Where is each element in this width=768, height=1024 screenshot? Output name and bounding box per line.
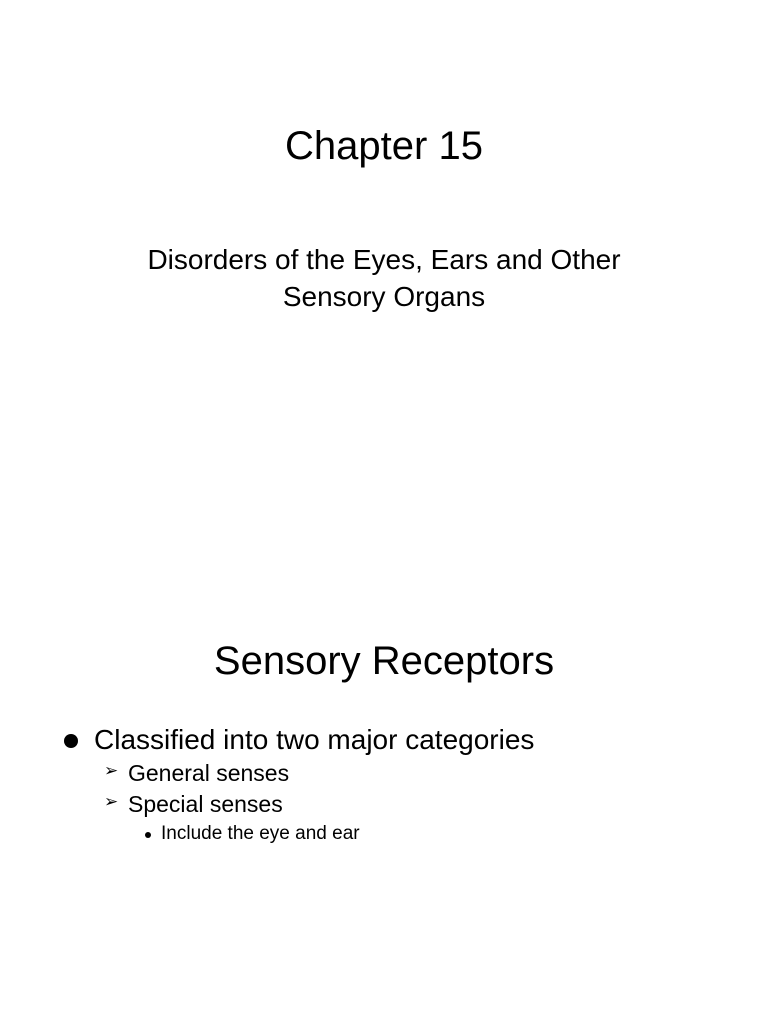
bullet-dot-icon <box>64 734 78 748</box>
sub-bullet-text: Special senses <box>128 791 283 817</box>
sub-bullet-item <box>0 758 768 789</box>
sub-bullet-item <box>0 789 768 820</box>
small-bullet-dot-icon <box>145 832 151 838</box>
bullet-list <box>0 722 768 848</box>
sub-sub-bullet-item <box>0 820 768 848</box>
chapter-title: Chapter 15 <box>285 124 483 168</box>
chapter-subtitle <box>84 241 684 315</box>
arrow-bullet-icon: ➢ <box>104 761 119 780</box>
subtitle-line-2: Sensory Organs <box>282 281 486 312</box>
subtitle-line-1: Disorders of the Eyes, Ears and Other <box>147 244 621 275</box>
bullet-item <box>0 722 768 758</box>
slide-sensory-receptors <box>0 512 768 1024</box>
arrow-bullet-icon: ➢ <box>104 792 119 811</box>
sub-bullet-text: General senses <box>128 760 290 786</box>
slide-title: Sensory Receptors <box>213 639 555 683</box>
sub-sub-bullet-text: Include the eye and ear <box>161 823 360 844</box>
bullet-text: Classified into two major categories <box>94 724 535 755</box>
